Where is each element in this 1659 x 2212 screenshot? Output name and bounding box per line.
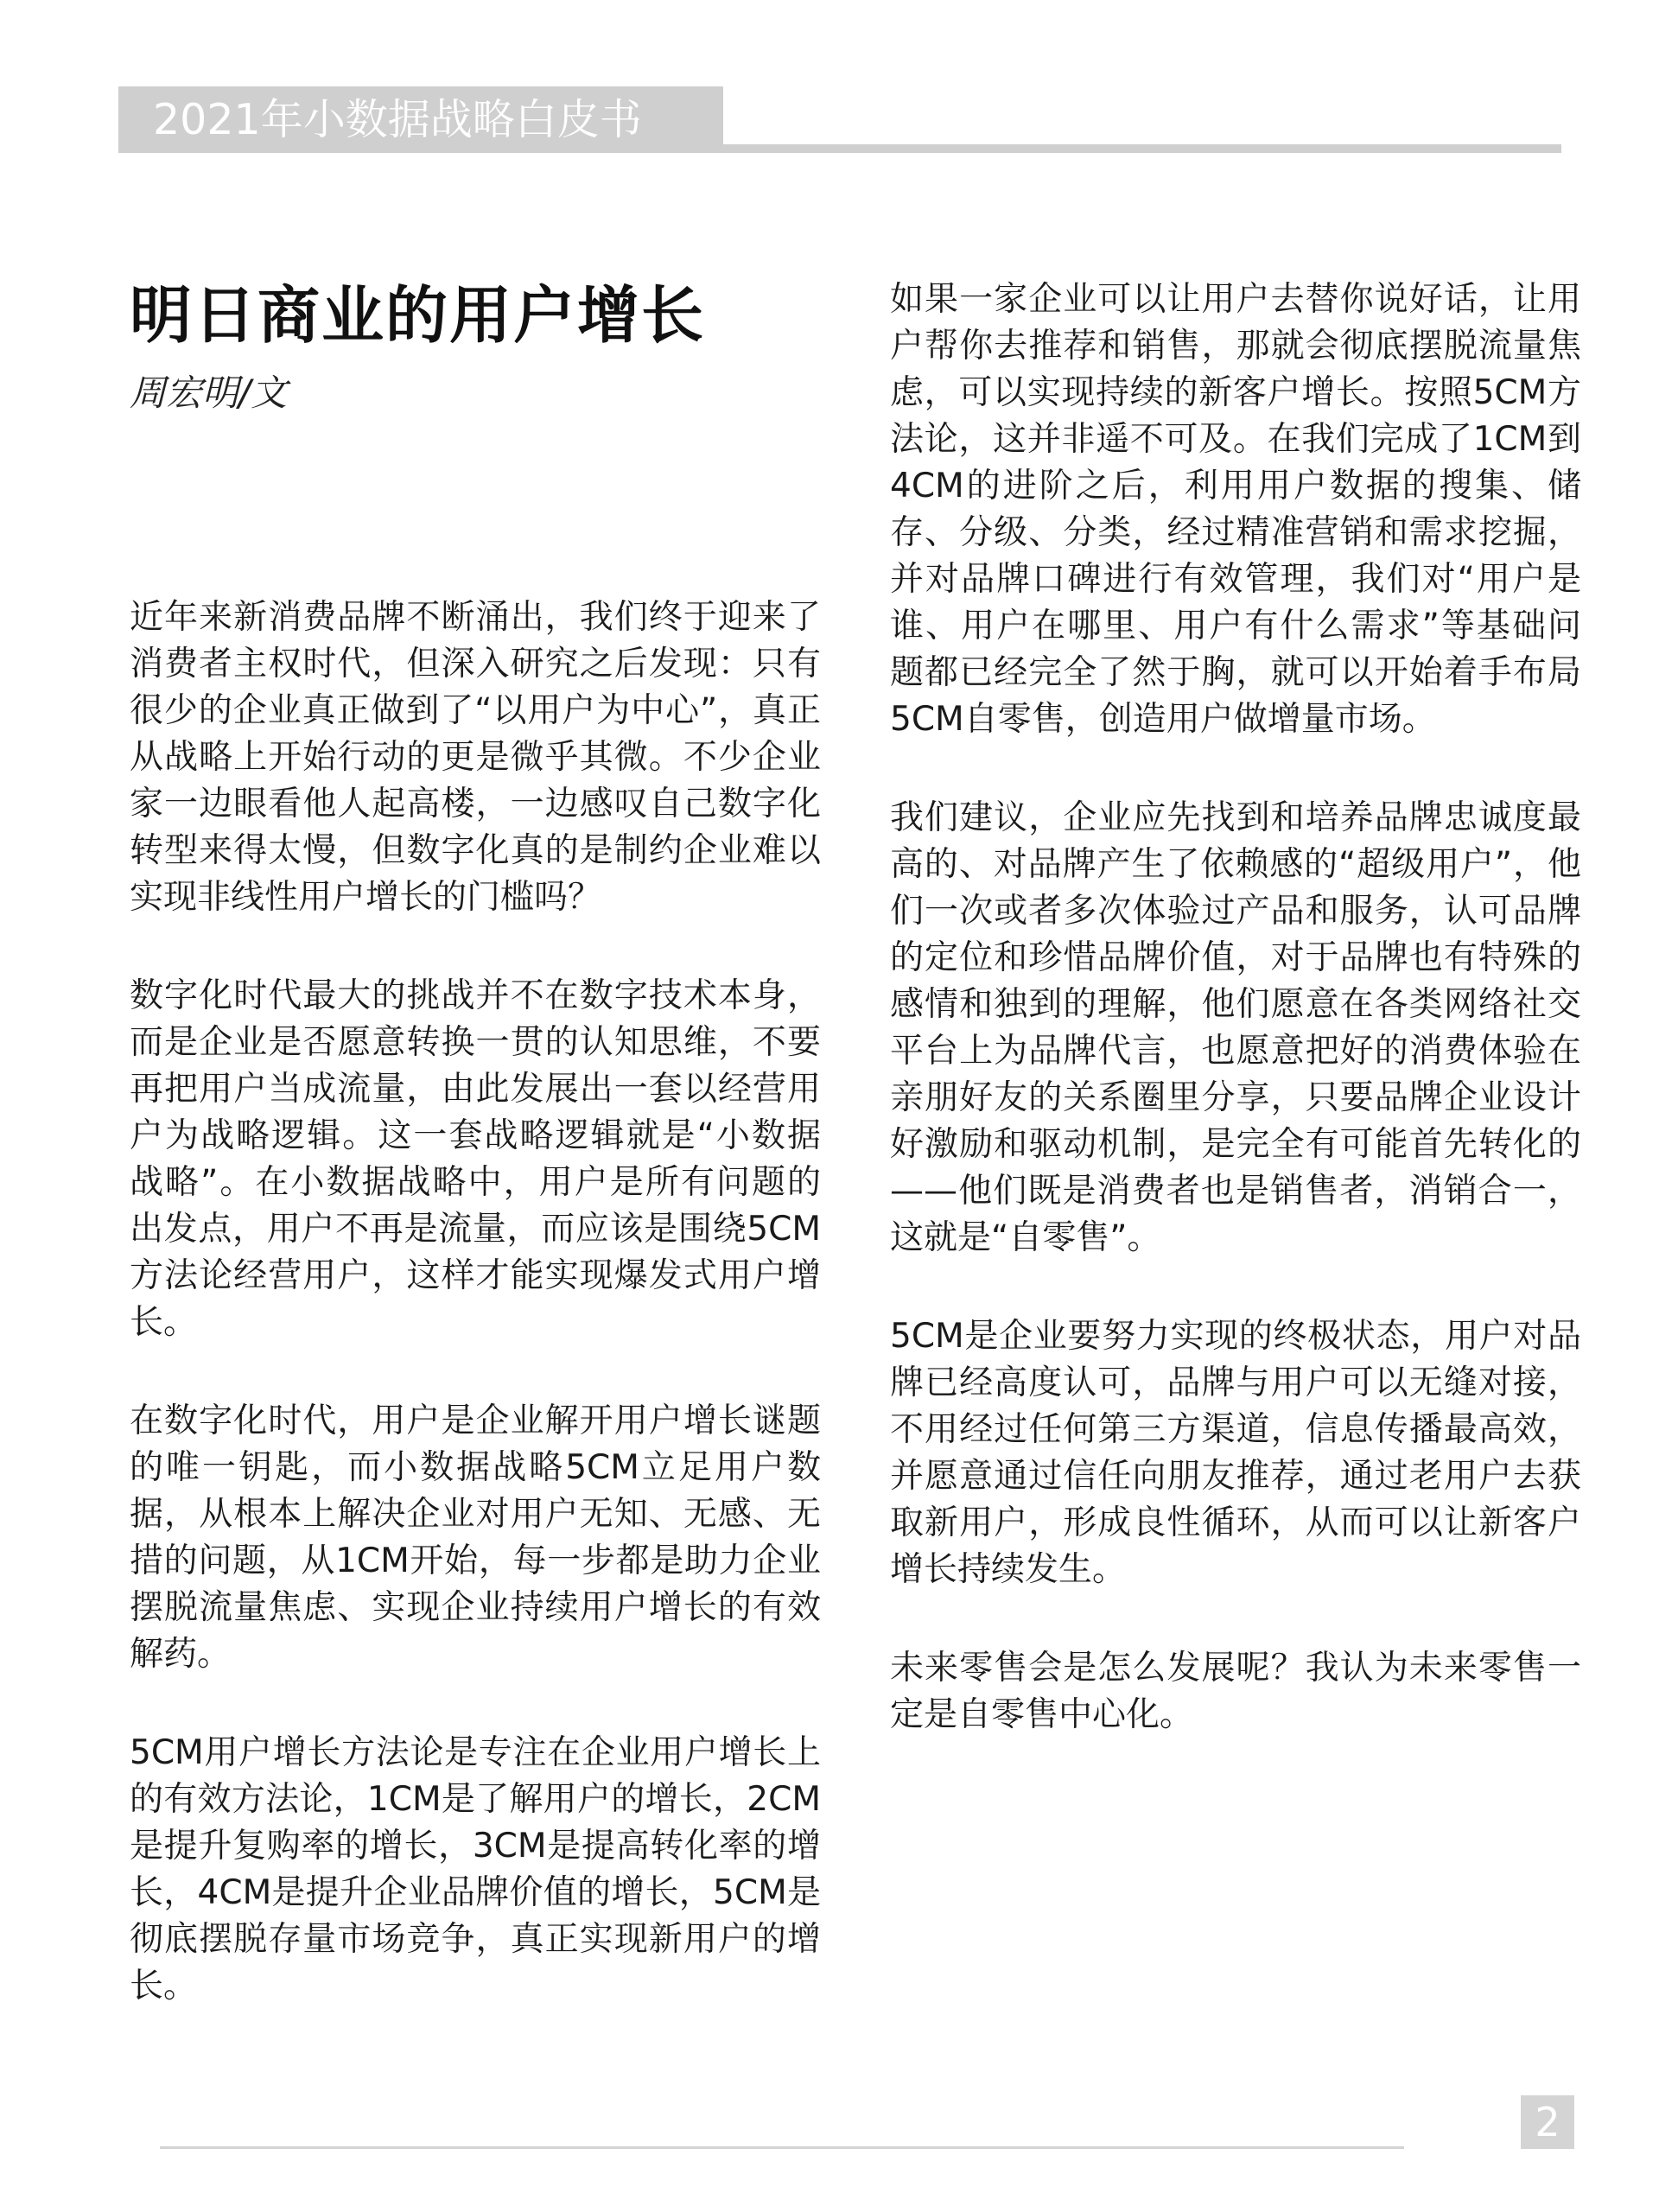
paragraph: 5CM用户增长方法论是专注在企业用户增长上的有效方法论，1CM是了解用户的增长，2CM是提升复购率的增长，3CM是提高转化率的增长，4CM是提升企业品牌价值的增长，5CM是彻底摆脱存量市场竞争，真正实现新用户的增长。 <box>130 1733 821 2005</box>
right-column <box>890 276 1581 1790</box>
paragraph: 数字化时代最大的挑战并不在数字技术本身，而是企业是否愿意转换一贯的认知思维，不要再把用户当成流量，由此发展出一套以经营用户为战略逻辑。这一套战略逻辑就是“小数据战略”。在小数据战略中，用户是所有问题的出发点，用户不再是流量，而应该是围绕5CM方法论经营用户，这样才能实现爆发式用户增长。 <box>130 976 821 1342</box>
paragraph: 在数字化时代，用户是企业解开用户增长谜题的唯一钥匙，而小数据战略5CM立足用户数据，从根本上解决企业对用户无知、无感、无措的问题，从1CM开始，每一步都是助力企业摆脱流量焦虑、实现企业持续用户增长的有效解药。 <box>130 1402 821 1674</box>
article-byline: 周宏明/文 <box>130 372 288 414</box>
header-title: 2021年小数据战略白皮书 <box>153 95 642 144</box>
left-column <box>130 594 821 2062</box>
paragraph: 5CM是企业要努力实现的终极状态，用户对品牌已经高度认可，品牌与用户可以无缝对接，不用经过任何第三方渠道，信息传播最高效，并愿意通过信任向朋友推荐，通过老用户去获取新用户，形成良性循环，从而可以让新客户增长持续发生。 <box>890 1317 1581 1589</box>
footer-rule <box>160 2146 1404 2149</box>
header-rule <box>723 144 1561 153</box>
paragraph: 未来零售会是怎么发展呢？我认为未来零售一定是自零售中心化。 <box>890 1649 1581 1734</box>
header-bar <box>118 86 723 153</box>
page-number: 2 <box>1521 2095 1574 2149</box>
paragraph: 近年来新消费品牌不断涌出，我们终于迎来了消费者主权时代，但深入研究之后发现：只有很少的企业真正做到了“以用户为中心”，真正从战略上开始行动的更是微乎其微。不少企业家一边眼看他人起高楼，一边感叹自己数字化转型来得太慢，但数字化真的是制约企业难以实现非线性用户增长的门槛吗？ <box>130 598 821 917</box>
article-title: 明日商业的用户增长 <box>130 279 706 352</box>
paragraph: 我们建议，企业应先找到和培养品牌忠诚度最高的、对品牌产生了依赖感的“超级用户”，他们一次或者多次体验过产品和服务，认可品牌的定位和珍惜品牌价值，对于品牌也有特殊的感情和独到的理解，他们愿意在各类网络社交平台上为品牌代言，也愿意把好的消费体验在亲朋好友的关系圈里分享，只要品牌企业设计好激励和驱动机制，是完全有可能首先转化的——他们既是消费者也是销售者，消销合一，这就是“自零售”。 <box>890 798 1581 1257</box>
paragraph: 如果一家企业可以让用户去替你说好话，让用户帮你去推荐和销售，那就会彻底摆脱流量焦虑，可以实现持续的新客户增长。按照5CM方法论，这并非遥不可及。在我们完成了1CM到4CM的进阶之后，利用用户数据的搜集、储存、分级、分类，经过精准营销和需求挖掘，并对品牌口碑进行有效管理，我们对“用户是谁、用户在哪里、用户有什么需求”等基础问题都已经完全了然于胸，就可以开始着手布局5CM自零售，创造用户做增量市场。 <box>890 280 1581 739</box>
